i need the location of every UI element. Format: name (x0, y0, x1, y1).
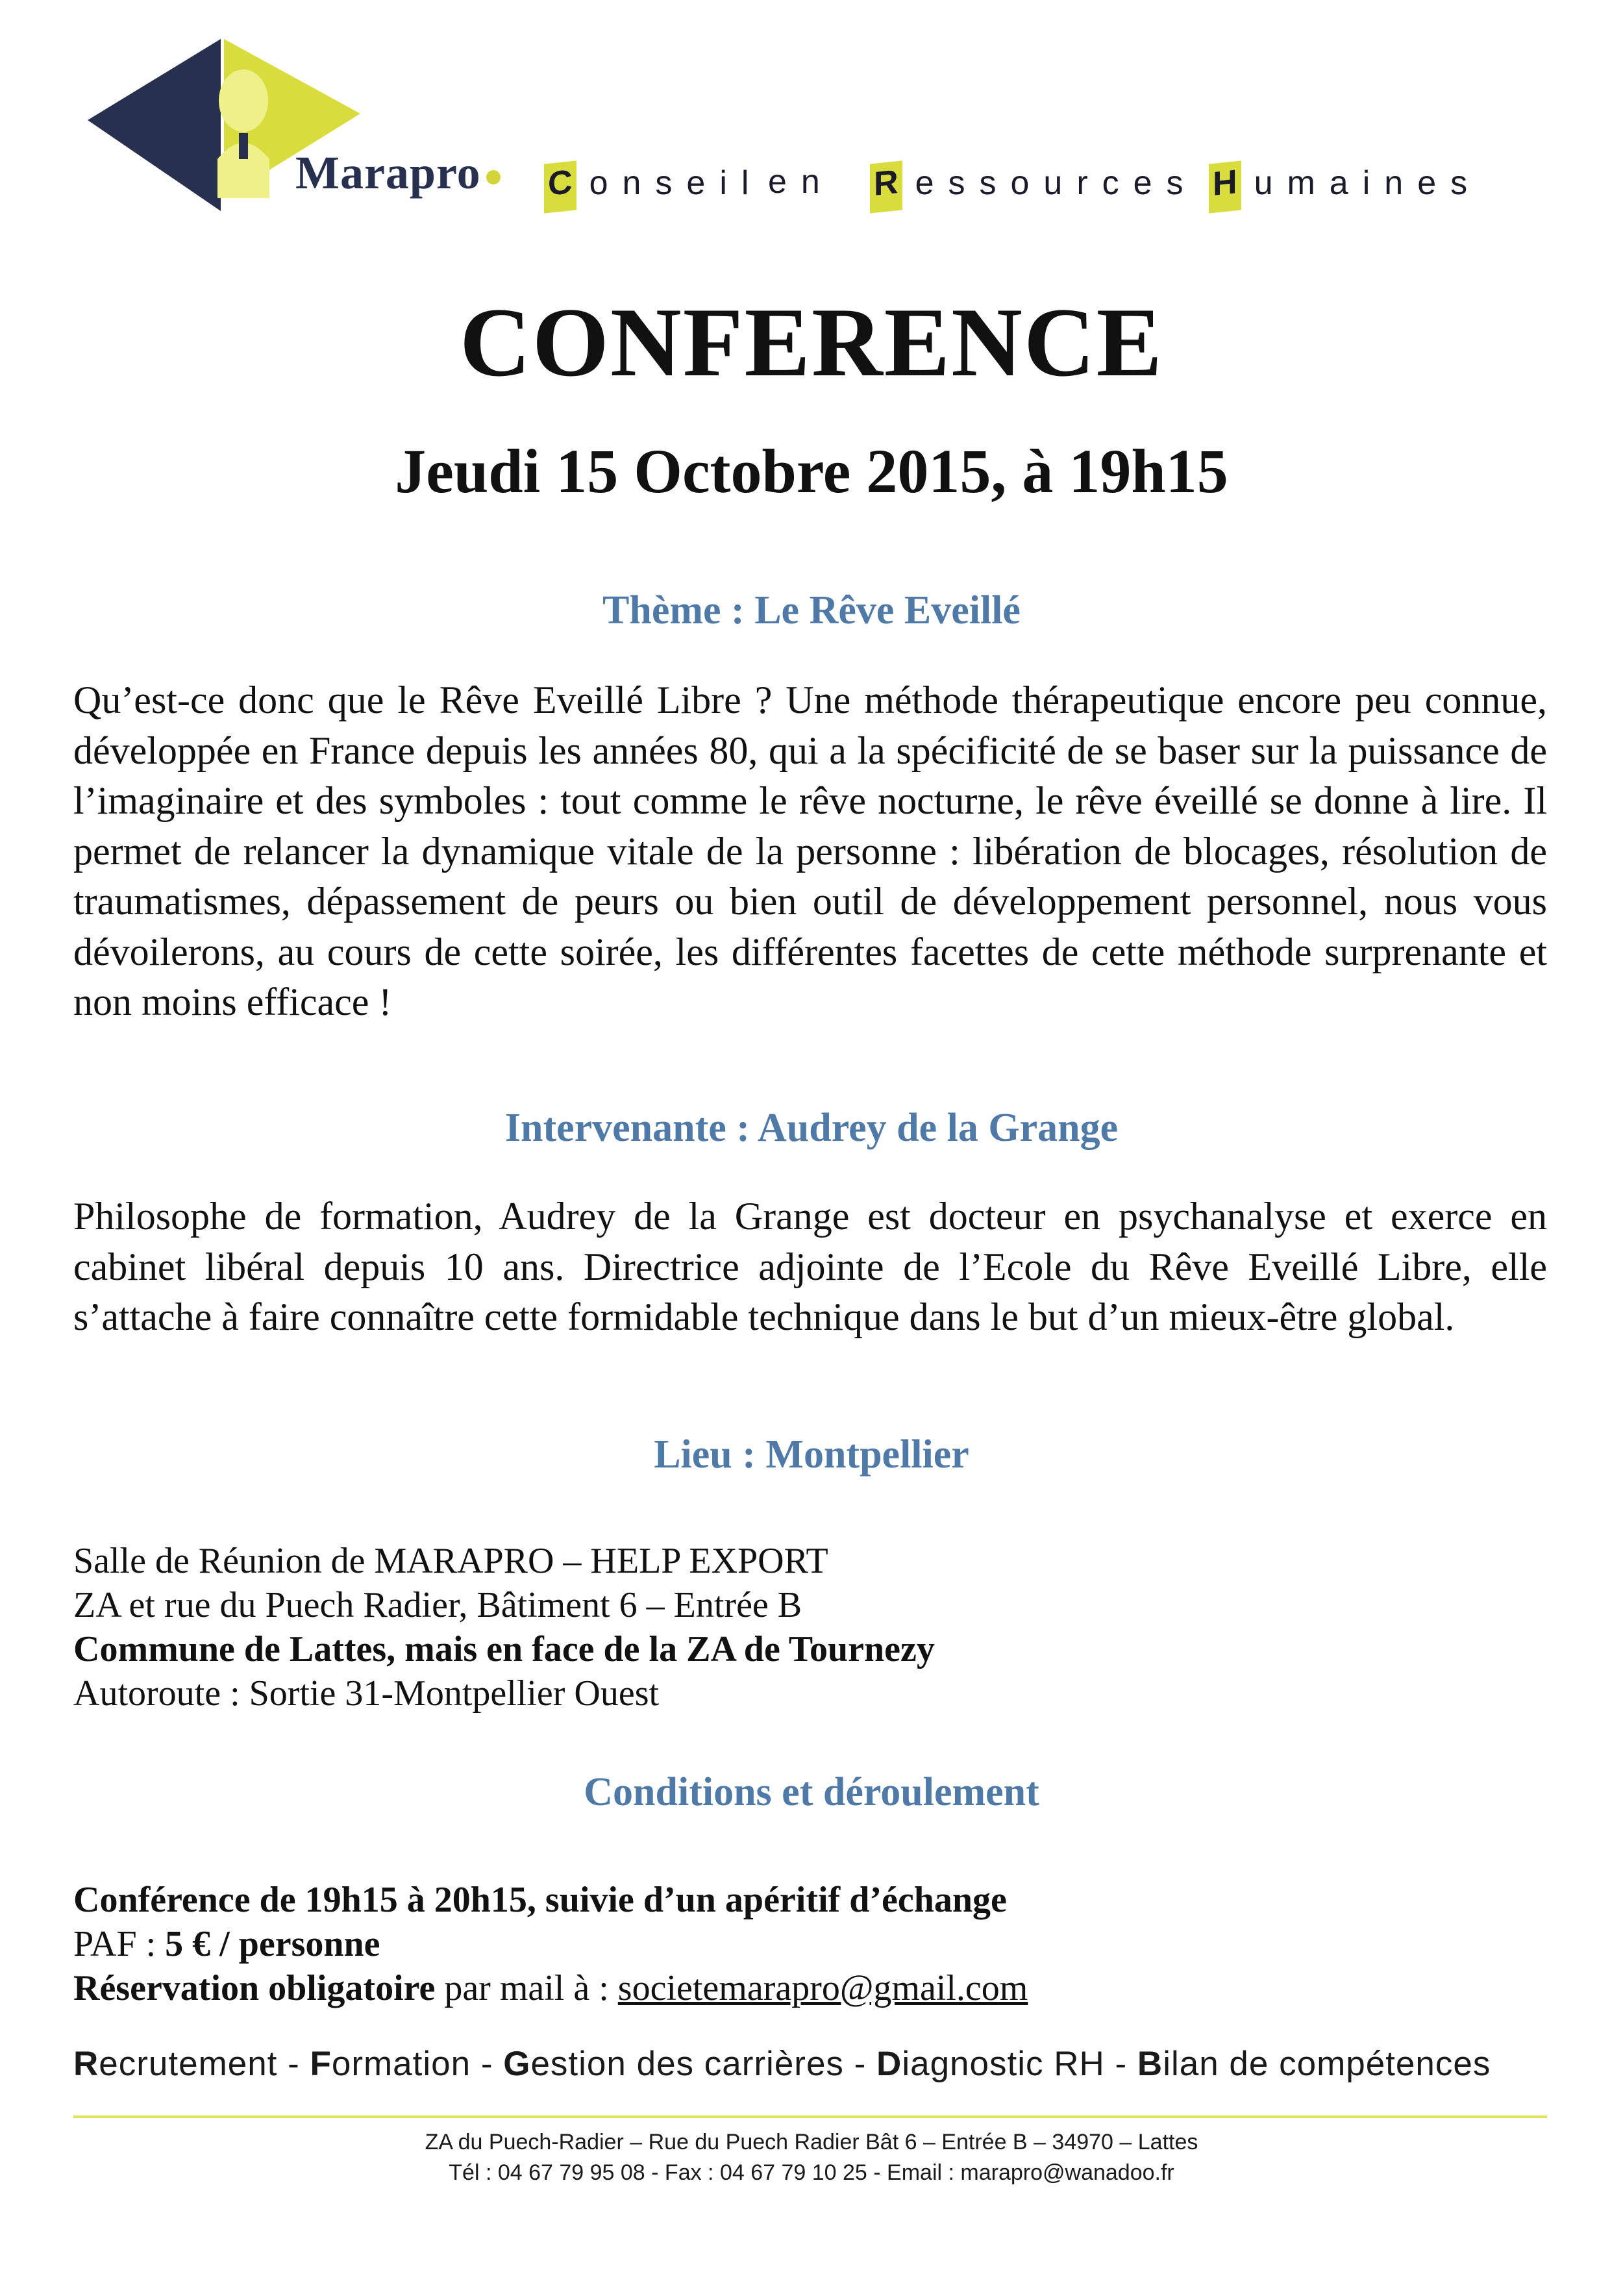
event-date: Jeudi 15 Octobre 2015, à 19h15 (395, 436, 1228, 506)
speaker-paragraph: Philosophe de formation, Audrey de la Grange est docteur en psychanalyse et exerce en cabinet libéral depuis 10 ans. Directrice adjointe de l’Ecole du Rêve Eveillé Libre, elle s’attache à faire connaître cette formidable technique dans le but d’un mieux-être global. (73, 1195, 1547, 1338)
service-item: Recrutement (73, 2045, 278, 2083)
tagline-word-humaines: H umaines (1209, 162, 1481, 212)
service-item: Bilan de compétences (1137, 2045, 1491, 2083)
venue-line: Salle de Réunion de MARAPRO – HELP EXPORT (73, 1541, 828, 1581)
footer-address: ZA du Puech-Radier – Rue du Puech Radier Bât 6 – Entrée B – 34970 – Lattes (425, 2130, 1198, 2154)
brand-dot (486, 170, 501, 184)
venue-line: Commune de Lattes, mais en face de la ZA de Tournezy (73, 1629, 935, 1669)
page-title: CONFERENCE (459, 288, 1164, 397)
footer-divider (73, 2115, 1547, 2118)
paf-line: PAF : 5 € / personne (73, 1924, 380, 1964)
reservation-email-link[interactable]: societemarapro@gmail.com (617, 1968, 1028, 2008)
tagline-word-en: en (768, 163, 834, 201)
venue-line: Autoroute : Sortie 31-Montpellier Ouest (73, 1673, 660, 1714)
tagline-word-conseil: C onseil (544, 162, 763, 212)
brand-name: Marapro (295, 146, 501, 200)
conditions-details (73, 1878, 1547, 2010)
venue-heading: Lieu : Montpellier (654, 1432, 969, 1477)
venue-line: ZA et rue du Puech Radier, Bâtiment 6 – Entrée B (73, 1585, 802, 1625)
theme-heading: Thème : Le Rêve Eveillé (602, 588, 1021, 632)
venue-address (73, 1539, 1547, 1716)
reservation-line: Réservation obligatoire par mail à : societemarapro@gmail.com (73, 1968, 1028, 2008)
conditions-heading: Conditions et déroulement (584, 1770, 1039, 1814)
theme-paragraph: Qu’est-ce donc que le Rêve Eveillé Libre ? Une méthode thérapeutique encore peu connue, développée en France depuis les années 80, qui a la spécificité de se baser sur la puissance de l’imaginaire et des symboles : tout comme le rêve nocturne, le rêve éveillé se donne à lire. Il permet de relancer la dynamique vitale de la personne : libération de blocages, résolution de traumatismes, dépassement de peurs ou bien outil de développement personnel, nous vous dévoilerons, au cours de cette soirée, les différentes facettes de cette méthode surprenante et non moins efficace ! (73, 679, 1547, 1023)
service-item: Formation (310, 2045, 471, 2083)
tagline-word-ressources: R essources (870, 162, 1198, 212)
footer-contact: Tél : 04 67 79 95 08 - Fax : 04 67 79 10 25 - Email : marapro@wanadoo.fr (449, 2160, 1174, 2185)
services-list: Recrutement - Formation - Gestion des carrières - Diagnostic RH - Bilan de compétences (73, 2045, 1491, 2083)
schedule-line: Conférence de 19h15 à 20h15, suivie d’un apéritif d’échange (73, 1880, 1007, 1920)
service-item: Gestion des carrières (503, 2045, 844, 2083)
service-item: Diagnostic RH (876, 2045, 1105, 2083)
speaker-heading: Intervenante : Audrey de la Grange (504, 1106, 1119, 1150)
